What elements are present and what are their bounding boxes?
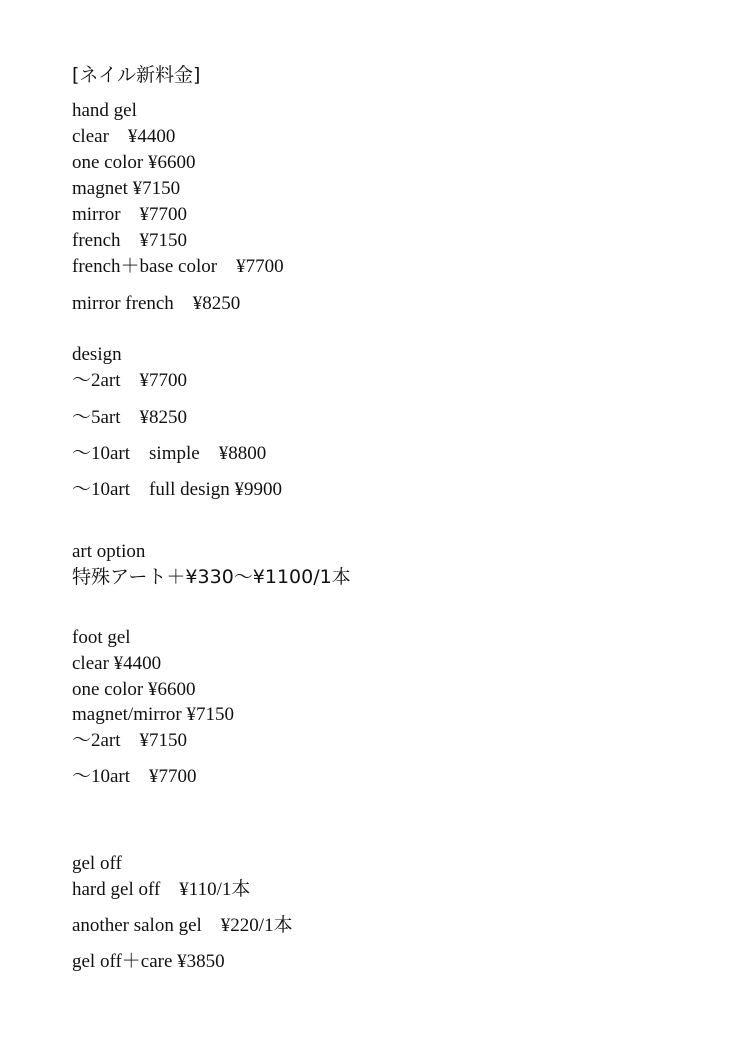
foot-gel-item-clear: clear ¥4400 xyxy=(72,653,162,674)
hand-gel-item-clear: clear ¥4400 xyxy=(72,126,176,147)
design-heading: design xyxy=(72,344,122,365)
gel-off-item-another-salon-gel: another salon gel ¥220/1本 xyxy=(72,915,293,936)
foot-gel-heading: foot gel xyxy=(72,627,131,648)
design-item-5art: 〜5art ¥8250 xyxy=(72,407,188,428)
hand-gel-item-magnet: magnet ¥7150 xyxy=(72,178,181,199)
hand-gel-item-mirror: mirror ¥7700 xyxy=(72,204,188,225)
hand-gel-item-one-color: one color ¥6600 xyxy=(72,152,196,173)
hand-gel-item-french-base-color: french＋base color ¥7700 xyxy=(72,256,284,277)
gel-off-item-gel-off-care: gel off＋care ¥3850 xyxy=(72,951,225,972)
gel-off-item-hard-gel-off: hard gel off ¥110/1本 xyxy=(72,879,251,900)
foot-gel-item-10art: 〜10art ¥7700 xyxy=(72,766,197,787)
foot-gel-item-magnet-mirror: magnet/mirror ¥7150 xyxy=(72,704,234,725)
hand-gel-item-french: french ¥7150 xyxy=(72,230,188,251)
design-item-10art-simple: 〜10art simple ¥8800 xyxy=(72,443,267,464)
art-option-heading: art option xyxy=(72,541,146,562)
page-title: [ネイル新料金] xyxy=(72,64,201,86)
art-option-item-special-art: 特殊アート＋¥330〜¥1100/1本 xyxy=(72,566,351,588)
gel-off-heading: gel off xyxy=(72,853,122,874)
hand-gel-item-mirror-french: mirror french ¥8250 xyxy=(72,293,241,314)
hand-gel-heading: hand gel xyxy=(72,100,137,121)
design-item-10art-full-design: 〜10art full design ¥9900 xyxy=(72,479,283,500)
design-item-2art: 〜2art ¥7700 xyxy=(72,370,188,391)
foot-gel-item-one-color: one color ¥6600 xyxy=(72,679,196,700)
foot-gel-item-2art: 〜2art ¥7150 xyxy=(72,730,188,751)
